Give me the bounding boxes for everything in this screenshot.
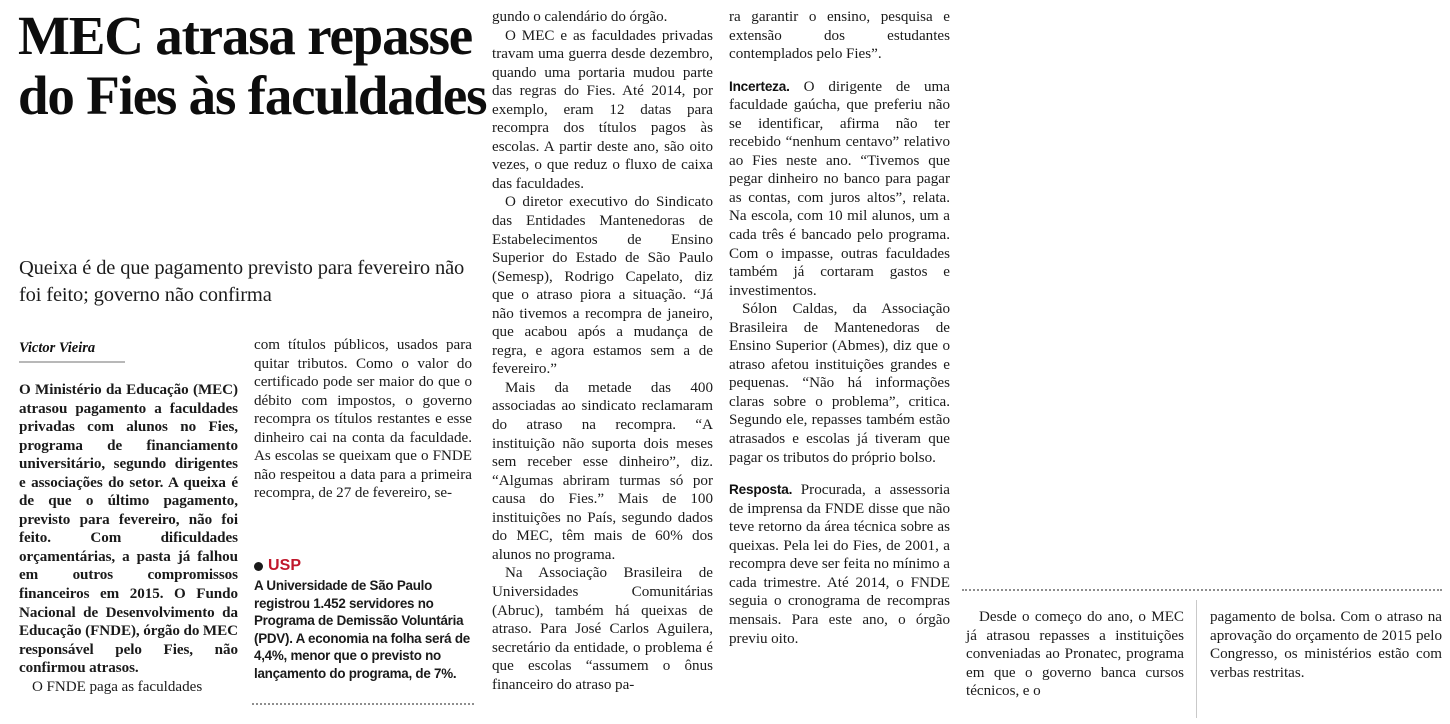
usp-divider [252,703,474,705]
article-column-6 [1210,608,1442,682]
paragraph-text: O dirigente de uma faculdade gaúcha, que preferiu não se identificar, afirma não ter recebido “nenhum centavo” relativo ao Fies neste ano. “Tivemos que pegar dinheiro no banco para pagar as contas, com juros altos”, relata. Na escola, com 10 mil alunos, um a cada três é bancado pelo programa. Com o impasse, outras faculdades também já cortaram gastos e investimentos. [729,78,950,299]
usp-body-text: A Universidade de São Paulo registrou 1.452 servidores no Programa de Demissão Voluntária (PDV). A economia na folha será de 4,4%, menor que o previsto no lançamento do programa, de 7%. [254,578,470,681]
byline [19,340,129,363]
paragraph: pagamento de bolsa. Com o atraso na aprovação do orçamento de 2015 pelo Congresso, os ministérios estão com verbas restritas. [1210,609,1442,681]
paragraph: Na Associação Brasileira de Universidades Comunitárias (Abruc), também há queixas de atraso. Para José Carlos Aguilera, secretário da entidade, o problema é que escolas “assumem o ônus financeiro do atraso pa- [492,565,713,693]
paragraph: com títulos públicos, usados para quitar tributos. Como o valor do certificado pode ser maior do que o débito com impostos, o governo recompra os títulos restantes e esse dinheiro cai na conta da faculdade. As escolas se queixam que o FNDE não respeitou a data para a primeira recompra, de 27 de fevereiro, se- [254,337,472,502]
paragraph-resposta [729,481,950,648]
page-title: MEC atrasa repasse do Fies às faculdades [18,5,487,126]
paragraph-incerteza [729,78,950,301]
column-vertical-rule [1196,600,1197,718]
paragraph: Mais da metade das 400 associadas ao sindicato reclamaram do atraso na recompra. “A instituição não suporta dois meses sem receber esse dinheiro”, diz. “Algumas abriram turmas só por causa do Fies.” Mais de 100 instituições no País, segundo dados do MEC, têm mais de 60% dos alunos no programa. [492,379,713,563]
lead-paragraph: O Ministério da Educação (MEC) atrasou pagamento a faculdades privadas com alunos no Fies, programa de financiamento universitário, segundo dirigentes e associações do setor. A queixa é de que o último pagamento, previsto para fevereiro, não foi feito. Com dificuldades orçamentárias, a pasta já falhou em outros compromissos financeiros em 2015. O Fundo Nacional de Desenvolvimento da Educação (FNDE), órgão do MEC responsável pelo Fies, não confirmou atrasos. [19,382,238,677]
usp-heading [254,557,472,575]
bullet-dot-icon [254,562,263,571]
runin-head-incerteza: Incerteza. [729,78,790,94]
article-column-4 [729,8,950,648]
paragraph: O diretor executivo do Sindicato das Entidades Mantenedoras de Estabelecimentos de Ensino Superior do Estado de São Paulo (Semesp), Rodrigo Capelato, diz que o atraso piora a situação. “Já não tivemos a recompra de janeiro, que acabou após a mudança de regra, e agora estamos sem a de fevereiro.” [492,194,713,378]
paragraph: O MEC e as faculdades privadas travam uma guerra desde dezembro, quando uma portaria mudou parte das regras do Fies. Até 2014, por exemplo, eram 12 datas para recompra dos títulos pagos às escolas. A partir deste ano, são oito vezes, o que reduz o fluxo de caixa das faculdades. [492,27,713,192]
usp-title: USP [268,557,302,574]
paragraph: O FNDE paga as faculdades [32,678,203,695]
byline-rule [19,361,125,363]
article-column-2 [254,336,472,503]
article-column-3 [492,8,713,694]
runin-head-resposta: Resposta. [729,482,793,498]
byline-author: Victor Vieira [19,340,96,356]
article-column-5 [966,608,1184,701]
usp-sidebar-box [254,557,472,683]
paragraph: gundo o calendário do órgão. [492,9,668,25]
bottom-section-divider [962,589,1442,591]
paragraph-spacer [729,467,950,481]
paragraph: ra garantir o ensino, pesquisa e extensão dos estudantes contemplados pelo Fies”. [729,9,950,63]
paragraph: Desde o começo do ano, o MEC já atrasou repasses a instituições conveniadas ao Pronatec, programa em que o governo banca cursos técnicos, e o [966,609,1184,700]
paragraph-spacer [729,64,950,78]
paragraph: Sólon Caldas, da Associação Brasileira de Mantenedoras de Ensino Superior (Abmes), diz que o atraso afetou instituições grandes e pequenas. “Não há informações claras sobre o problema”, critica. Segundo ele, repasses também estão atrasados e escolas já tiveram que pagar os tributos do próprio bolso. [729,301,950,466]
article-column-1 [19,381,238,696]
article-subhead: Queixa é de que pagamento previsto para fevereiro não foi feito; governo não confirma [19,257,465,306]
paragraph-text: Procurada, a assessoria de imprensa da FNDE disse que não teve retorno da área técnica sobre as queixas. Pela lei do Fies, de 2001, a recompra deve ser feita no mínimo a cada trimestre. Até 2014, o FNDE seguia o cronograma de recompras mensais. Para este ano, o órgão previu oito. [729,482,950,647]
